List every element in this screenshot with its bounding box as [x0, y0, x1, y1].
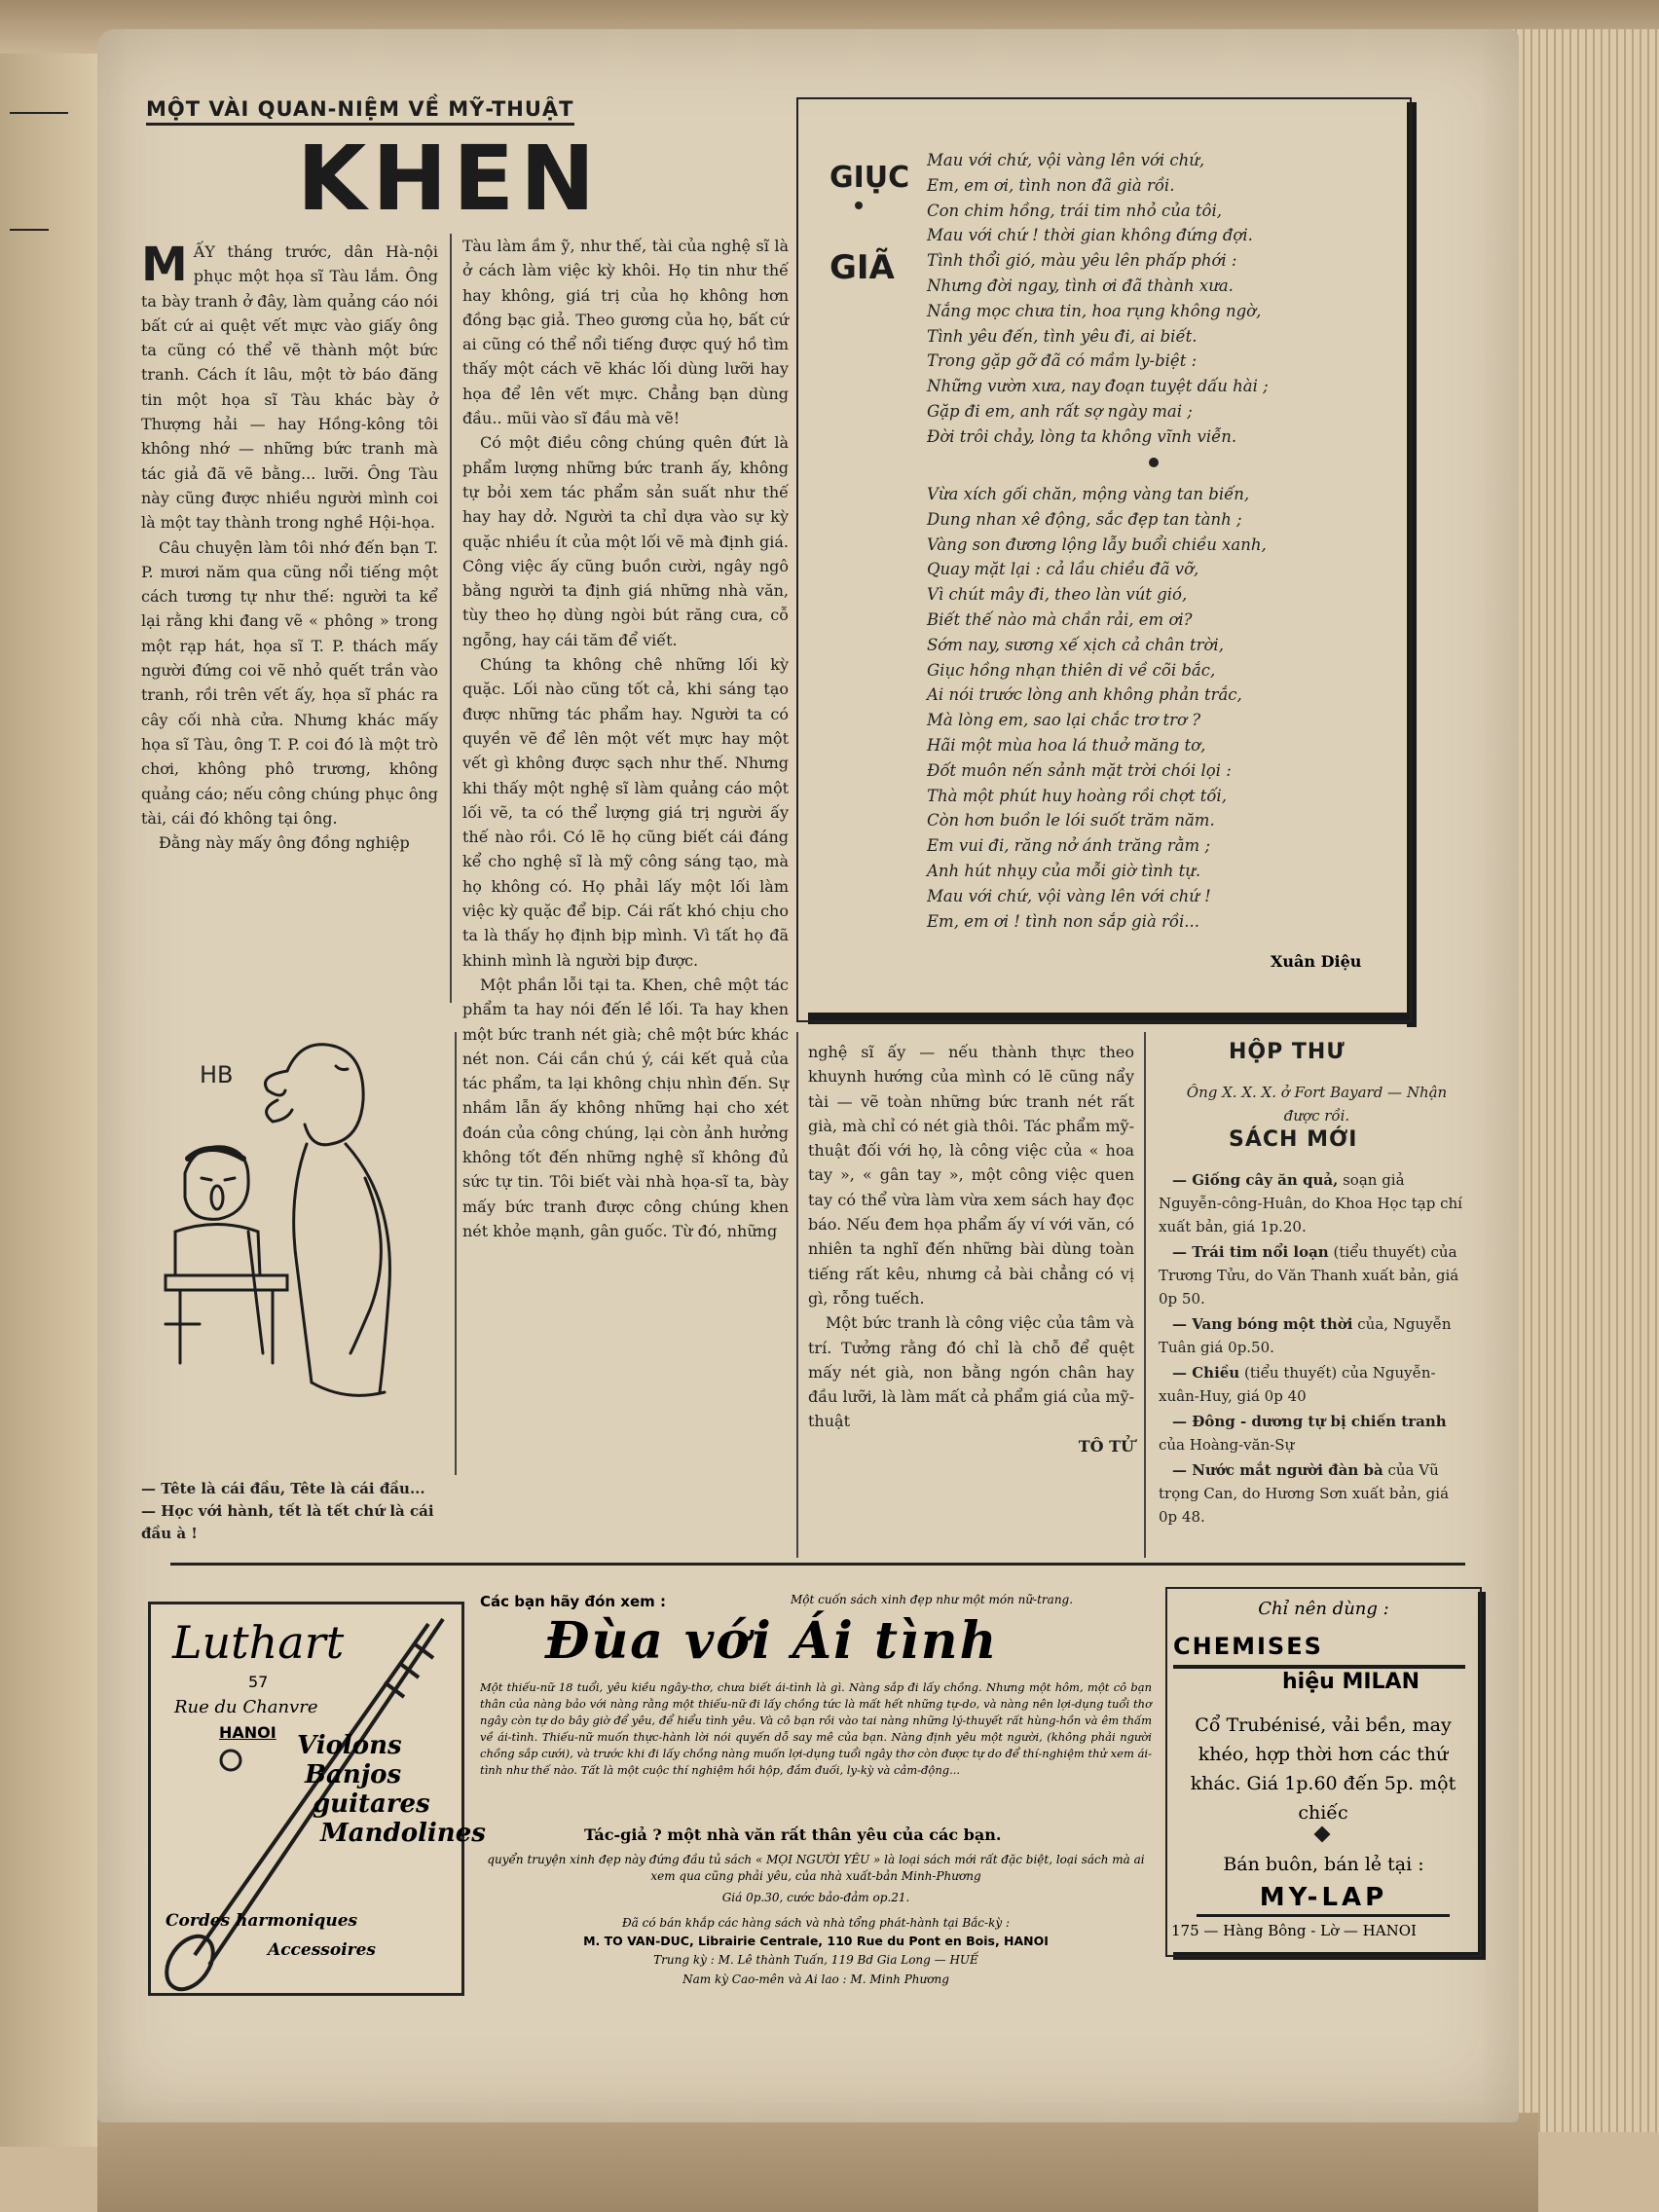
ad-chemises-sell: Bán buôn, bán lẻ tại : — [1223, 1854, 1424, 1875]
poem-title-line: GIỤC — [830, 161, 910, 195]
poem-line: Biết thế nào mà chần rải, em ơi? — [927, 609, 1193, 629]
ad-book-title: Đùa với Ái tình — [545, 1611, 999, 1671]
page-stack-edge — [1509, 29, 1659, 2132]
cartoon-caption — [141, 1478, 462, 1545]
ad-luthart-product: guitares — [313, 1789, 430, 1819]
book-details: soạn giả Nguyễn-công-Huân, do Khoa Học tạp chí xuất bản, giá 1p.20. — [1159, 1171, 1462, 1235]
ad-chemises-maker: hiệu MILAN — [1282, 1670, 1419, 1694]
book-title: — Trái tim nổi loạn — [1172, 1243, 1329, 1261]
article-paragraph: ẤY tháng trước, dân Hà-nội phục một họa sĩ Tàu lắm. Ông ta bày tranh ở đây, làm quảng cáo nói bất cứ ai quệt vết mực vào giấy ông ta cũng có thể vẽ thành một bức tranh. Cách ít lâu, một tờ báo đăng tin một họa sĩ Tàu khác bày ở Thượng hải — hay Hồng-kông tôi không nhớ — những bức tranh mà tác giả đã vẽ bằng... lưỡi. Ông Tàu này cũng được nhiều người mình coi là một tay thành trong nghề Hội-họa. — [141, 242, 438, 533]
ad-chemises — [1165, 1587, 1482, 1957]
poem-line: Mau với chứ, vội vàng lên với chứ ! — [927, 886, 1211, 905]
poem-line: Thà một phút huy hoàng rồi chợt tối, — [927, 786, 1227, 805]
article-column-1 — [141, 240, 438, 855]
cartoon-drawing — [141, 1032, 455, 1475]
column-rule — [796, 1032, 798, 1558]
poem-line: Sớm nay, sương xế xịch cả chân trời, — [927, 635, 1224, 654]
book-item — [1159, 1168, 1470, 1238]
poem-line: Vì chút mây đi, theo làn vút gió, — [927, 585, 1188, 605]
ad-book-blurb: Một thiếu-nữ 18 tuổi, yêu kiều ngây-thơ, chưa biết ái-tình là gì. Nàng sắp đi lấy chồng. Nhưng một hôm, một cô bạn thân của nàng bảo với nàng rằng một thiếu-nữ đi lấy chồng tức là mất hết những tự-do, và nàng nên lợi-dụng tuổi thơ ngây còn tự do bây giờ để yêu, để hiểu tình yêu. Và cô bạn rồi vào tai nàng những lý-thuyết rất hùng-hồn và êm thấm về ái-tình. Thiếu-nữ muốn thực-hành lời nói quyến dỗ say mê của bạn. Nàng định yêu một người, (không phải người chồng sắp cưới), và trước khi đi lấy chồng nàng muốn lợi-dụng tuổi ngây thơ còn được tự do để thí-nghiệm thử xem ái-tình như thế nào. Tất là một cuộc thí nghiệm hồi hộp, đắm đuối, ly-kỳ và cảm-động... — [480, 1680, 1152, 1777]
poem-line: Con chim hồng, trái tim nhỏ của tôi, — [927, 201, 1223, 220]
poem-line: Mau với chứ ! thời gian không đứng đợi. — [927, 226, 1253, 245]
ad-book-distribution: M. TO VAN-DUC, Librairie Centrale, 110 Rue du Pont en Bois, HANOI — [583, 1934, 1049, 1948]
poem-line: Gặp đi em, anh rất sợ ngày mai ; — [927, 401, 1193, 421]
poem-author: Xuân Diệu — [1271, 952, 1362, 971]
ad-luthart-product: Mandolines — [320, 1819, 486, 1848]
article-paragraph: Một phần lỗi tại ta. Khen, chê một tác phẩm ta hay nói đến lề lối. Ta hay khen một bức tranh nét già; chê một bức khác nét non. Cái cần chú ý, cái kết quả của tác phẩm, ta lại không chịu nhìn đến. Sự nhầm lẫn ấy không những hại cho xét đoán của công chúng, lại còn ảnh hưởng không tốt đến những nghệ sĩ không đủ sức tự tin. Tôi biết vài nhà họa-sĩ ta, bày mấy bức tranh được công chúng khen nét khỏe mạnh, gân guốc. Từ đó, những — [462, 975, 789, 1240]
book-item — [1159, 1240, 1470, 1310]
section-rule — [170, 1563, 1465, 1566]
poem-line: Nắng mọc chưa tin, hoa rụng không ngờ, — [927, 301, 1262, 320]
ad-luthart-product: Violons — [297, 1731, 402, 1760]
book-title: — Chiều — [1172, 1364, 1240, 1382]
poem-line: Tình yêu đến, tình yêu đi, ai biết. — [927, 326, 1198, 346]
ad-luthart-extra: Accessoires — [268, 1940, 376, 1960]
article-paragraph: Có một điều công chúng quên đứt là phẩm lượng những bức tranh ấy, không tự bỏi xem tác phẩm sản suất như thế hay hay dở. Người ta chỉ dựa vào sự kỳ quặc nhiều ít của một lối vẽ mà định giá. Công việc ấy cũng buồn cười, ngây ngô bằng người ta định giá những nhà văn, tùy theo họ dùng ngòi bút răng cưa, cỗ ngỗng, hay cái tăm để viết. — [462, 433, 789, 649]
poem-line: Nhưng đời ngay, tình ơi đã thành xưa. — [927, 276, 1234, 295]
book-details: (tiểu thuyết) của Trương Tửu, do Văn Thanh xuất bản, giá 0p 50. — [1159, 1243, 1459, 1308]
poem-line: Em, em ơi, tình non đã già rồi. — [927, 175, 1175, 195]
article-column-2 — [462, 234, 789, 1243]
ad-chemises-rule — [1197, 1914, 1450, 1917]
ad-book-tagline: Một cuốn sách xinh đẹp như một món nữ-trang. — [791, 1593, 1074, 1606]
ad-luthart-street: Rue du Chanvre — [174, 1697, 318, 1717]
poem-stanza-1 — [927, 148, 1269, 450]
article-paragraph: Tàu làm ầm ỹ, như thế, tài của nghệ sĩ là ở cách làm việc kỳ khôi. Họ tin như thế hay không, giá trị của họ không hơn đồng bạc giả. Theo gương của họ, bất cứ ai cũng có thể nổi tiếng được quý hồ tìm thấy một cách vẽ khác lối dùng lưỡi hay họa để lên vết mực. Chẳng bạn dùng đầu.. mũi vào sĩ đầu mà vẽ! — [462, 237, 789, 428]
book-details: (tiểu thuyết) của Nguyễn-xuân-Huy, giá 0p 40 — [1159, 1364, 1436, 1405]
column-rule — [450, 234, 452, 1003]
poem-line: Ai nói trước lòng anh không phản trắc, — [927, 685, 1242, 705]
series-title: MỘT VÀI QUAN-NIỆM VỀ MỸ-THUẬT — [146, 97, 574, 126]
book-bottom-edge — [97, 2113, 1538, 2212]
ad-book-intro: Các bạn hãy đón xem : — [480, 1593, 666, 1610]
ad-chemises-address: 175 — Hàng Bông - Lờ — HANOI — [1171, 1922, 1417, 1939]
poem-line: Em vui đi, răng nở ánh trăng rằm ; — [927, 836, 1210, 856]
poem-line: Đốt muôn nến sảnh mặt trời chói lọi : — [927, 760, 1232, 780]
ad-chemises-rule — [1173, 1665, 1465, 1669]
drop-cap: M — [141, 238, 188, 292]
cartoon-caption-line: — Tête là cái đầu, Tête là cái đầu... — [141, 1480, 425, 1497]
book-details: của Vũ trọng Can, do Hương Sơn xuất bản, giá 0p 48. — [1159, 1461, 1450, 1526]
article-paragraph: Đằng này mấy ông đồng nghiệp — [159, 833, 410, 853]
poem-line: Mau với chứ, vội vàng lên với chứ, — [927, 151, 1205, 169]
poem-line: Đời trôi chảy, lòng ta không vĩnh viễn. — [927, 426, 1237, 446]
poem-line: Mà lòng em, sao lại chắc trơ trơ ? — [927, 711, 1201, 730]
diamond-icon — [1314, 1826, 1331, 1843]
book-details: của, Nguyễn Tuân giá 0p.50. — [1159, 1315, 1452, 1356]
article-signature: TÔ TỬ — [1078, 1436, 1134, 1456]
poem-line: Vàng son đương lộng lẫy buổi chiều xanh, — [927, 535, 1267, 554]
ad-luthart-products — [297, 1731, 486, 1848]
poem-line: Vừa xích gối chăn, mộng vàng tan biến, — [927, 485, 1250, 503]
ad-chemises-brand: CHEMISES — [1173, 1633, 1323, 1660]
ad-chemises-intro: Chỉ nên dùng : — [1258, 1599, 1389, 1619]
poem-line: Những vườn xưa, nay đoạn tuyệt dấu hài ; — [927, 377, 1269, 396]
poem-title-line: GIÃ — [830, 248, 895, 287]
new-books-list — [1159, 1168, 1470, 1530]
book-title: — Vang bóng một thời — [1172, 1315, 1353, 1333]
ad-luthart-number: 57 — [248, 1673, 269, 1691]
ad-luthart — [148, 1602, 486, 1996]
book-item — [1159, 1410, 1470, 1456]
ad-luthart-city: HANOI — [219, 1723, 276, 1742]
poem-divider — [1149, 458, 1159, 467]
poem-line: Hãi một mùa hoa lá thuở măng tơ, — [927, 735, 1206, 755]
article-paragraph: Chúng ta không chê những lối kỳ quặc. Lối nào cũng tốt cả, khi sáng tạo được những tác phẩm hay. Người ta có quyền vẽ để lên một vết mực hay một vết gì không được sạch như thế. Nhưng khi thấy một nghệ sĩ làm quảng cáo một lối vẽ, ta có thể lượng giá trị người ấy thế nào rồi. Có lẽ họ cũng biết cái đáng kể cho nghệ sĩ là mỹ công sáng tạo, mà họ không có. Họ phải lấy một lối làm việc kỳ quặc để bịp. Cái rất khó chịu cho ta là thấy họ định bịp mình. Vì tất họ đã khinh mình là người bịp được. — [462, 655, 789, 970]
poem-line: Anh hút nhụy của mỗi giờ tình tự. — [927, 861, 1201, 880]
poem-line: Em, em ơi ! tình non sắp già rồi... — [927, 911, 1200, 931]
cartoon — [141, 1032, 457, 1475]
ad-book-distribution: Nam kỳ Cao-mên và Ai lao : M. Minh Phương — [682, 1972, 949, 1986]
poem-line: Dung nhan xê động, sắc đẹp tan tành ; — [927, 509, 1242, 529]
article-column-3 — [808, 1040, 1134, 1458]
poem-line: Còn hơn buồn le lói suốt trăm năm. — [927, 811, 1215, 830]
mailbox-text: Ông X. X. X. ở Fort Bayard — Nhận được rồi. — [1186, 1084, 1448, 1124]
poem-line: Quay mặt lại : cả lầu chiều đã vỡ, — [927, 560, 1199, 579]
book-item — [1159, 1312, 1470, 1359]
ad-chemises-shop: MY-LAP — [1259, 1883, 1388, 1912]
book-title: — Giống cây ăn quả, — [1172, 1171, 1339, 1189]
poem-line: Giục hồng nhạn thiên di về cõi bắc, — [927, 660, 1216, 680]
poem-line: Tình thổi gió, màu yêu lên phấp phới : — [927, 251, 1237, 271]
ad-book-distribution: Đã có bán khắp các hàng sách và nhà tổng phát-hành tại Bắc-kỳ : — [622, 1916, 1010, 1930]
cartoon-caption-line: — Học với hành, tết là tết chứ là cái đầu à ! — [141, 1502, 434, 1542]
left-page-edge — [0, 54, 99, 2147]
poem-title — [830, 161, 910, 288]
poem-title-dot — [855, 202, 863, 209]
ad-luthart-extra: Cordes harmoniques — [166, 1911, 358, 1931]
book-title: — Đông - dương tự bị chiến tranh — [1172, 1413, 1447, 1430]
poem-line: Trong gặp gỡ đã có mầm ly-biệt : — [927, 351, 1198, 371]
article-paragraph: Câu chuyện làm tôi nhớ đến bạn T. P. mươi năm qua cũng nổi tiếng một cách tương tự như thế: người ta kể lại rằng khi đang vẽ « phông » trong một rạp hát, họa sĩ T. P. thách mấy người đứng coi vẽ nhỏ quết trần vào tranh, rồi trên vết ấy, họa sĩ phác ra cây cối nhà cửa. Nhưng khác mấy họa sĩ Tàu, ông T. P. coi đó là một trò chơi, không phô trương, không quảng cáo; nếu công chúng phục ông tài, cái đó không tại ông. — [141, 537, 438, 828]
article-paragraph: Một bức tranh là công việc của tâm và trí. Tưởng rằng đó chỉ là chỗ để quệt mấy nét già, non bằng ngón chân hay đầu lưỡi, là làm mất cả phẩm giá của mỹ-thuật — [808, 1313, 1134, 1431]
book-title: — Nước mắt người đàn bà — [1172, 1461, 1383, 1479]
ad-book-series: quyển truyện xinh đẹp này đứng đầu tủ sách « MỌI NGƯỜI YÊU » là loại sách mới rất đặc biệt, loại sách mà ai xem qua cũng phải yêu, của nhà xuất-bản Minh-Phương — [487, 1853, 1145, 1883]
poem-stanza-2 — [927, 482, 1267, 934]
article-title: KHEN — [297, 127, 602, 231]
ad-book-author-line: Tác-giả ? một nhà văn rất thân yêu của các bạn. — [584, 1825, 1002, 1844]
article-paragraph: nghệ sĩ ấy — nếu thành thực theo khuynh hướng của mình có lẽ cũng nẩy tài — vẽ toàn những bức tranh nét rất già, mà chỉ có nét già thôi. Tác phẩm mỹ-thuật đối với họ, là công việc của « hoa tay », « gân tay », một công việc quen tay có thể vừa làm vừa xem sách hay đọc báo. Nếu đem họa phẩm ấy ví với văn, có nhiên ta nghĩ đến những bài dùng toàn tiếng rất kêu, nhưng cả bài chẳng có vị gì, rỗng tuếch. — [808, 1043, 1134, 1308]
column-rule — [1144, 1032, 1146, 1558]
book-item — [1159, 1361, 1470, 1408]
book-details: của Hoàng-văn-Sự — [1159, 1436, 1295, 1454]
book-item — [1159, 1458, 1470, 1529]
new-books-title: SÁCH MỚI — [1229, 1127, 1358, 1152]
ad-book-distribution: Trung kỳ : M. Lê thành Tuấn, 119 Bd Gia Long — HUẾ — [653, 1953, 978, 1967]
cartoon-label: HB — [200, 1061, 234, 1088]
ad-book-price: Giá 0p.30, cước bảo-đảm op.21. — [721, 1891, 910, 1904]
ad-luthart-product: Banjos — [305, 1760, 402, 1789]
ad-book — [477, 1587, 1159, 2035]
ad-chemises-desc: Cổ Trubénisé, vải bền, may khéo, hợp thời hơn các thứ khác. Giá 1p.60 đến 5p. một chiếc — [1190, 1714, 1456, 1824]
ad-luthart-brand: Luthart — [172, 1616, 345, 1669]
mailbox-title: HỘP THƯ — [1229, 1040, 1346, 1064]
